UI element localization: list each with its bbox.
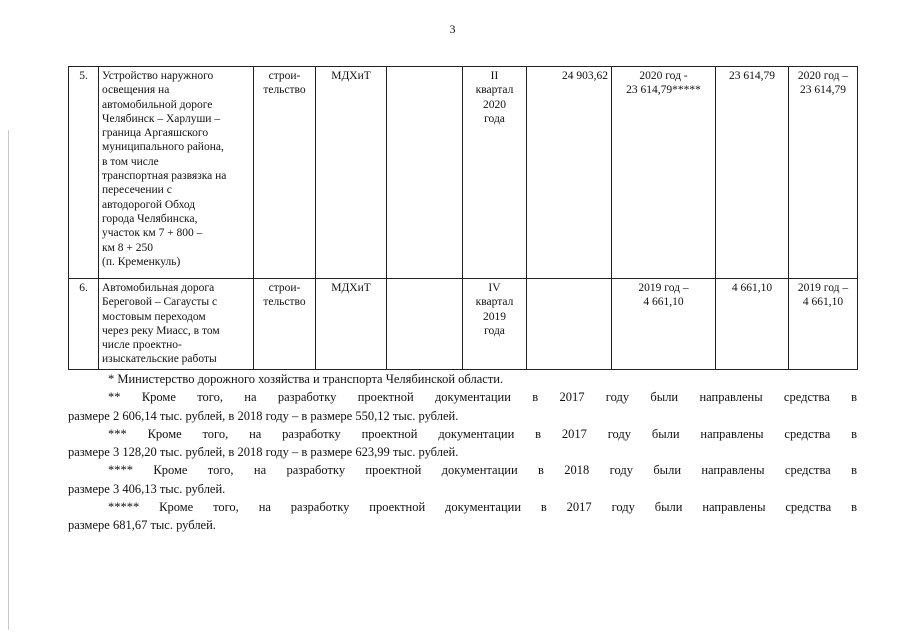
object-name-cell: [99, 279, 254, 370]
projects-table: [68, 66, 858, 370]
work-type-cell: [254, 279, 316, 370]
footnote-2-line-2: размере 2 606,14 тыс. рублей, в 2018 году – в размере 550,12 тыс. рублей.: [68, 408, 459, 423]
estimated-cost-cell: 24 903,62: [527, 67, 612, 279]
work-type-line: тельство: [263, 296, 306, 309]
work-type-line: строи-: [268, 282, 301, 294]
deadline-line: квартал: [475, 84, 514, 97]
object-name-line: автодорогой Обход: [102, 198, 196, 211]
object-name-line: освещения на: [102, 84, 170, 97]
object-name-line: Челябинск – Харлуши –: [102, 112, 221, 125]
footnote-5-line-2: размере 681,67 тыс. рублей.: [68, 518, 216, 533]
object-name-line: автомобильной дороге: [102, 98, 213, 111]
table-row: [69, 279, 858, 370]
object-name-line: города Челябинска,: [102, 212, 198, 225]
funding-line: 4 661,10: [802, 296, 844, 309]
row-number-cell: 6.: [69, 279, 99, 370]
footnote-4-line-2: размере 3 406,13 тыс. рублей.: [68, 481, 226, 496]
object-name-line: через реку Миасс, в том: [102, 324, 220, 337]
object-name-line: транспортная развязка на: [102, 170, 227, 183]
footnote-4-line-1: **** Кроме того, на разработку проектной документации в 2018 году были направлены средства в: [108, 463, 857, 478]
deadline-line: 2019: [483, 310, 506, 323]
object-name-line: граница Аргаяшского: [102, 127, 209, 140]
work-type-cell: [254, 67, 316, 279]
total-cell: 4 661,10: [716, 279, 789, 370]
object-name-line: (п. Кременкуль): [102, 255, 181, 268]
deadline-line: IV: [488, 282, 501, 294]
object-name-line: изыскательские работы: [102, 353, 217, 366]
deadline-line: года: [484, 324, 505, 337]
deadline-line: года: [484, 112, 505, 125]
footnote-3-line-1: *** Кроме того, на разработку проектной документации в 2017 году были направлены средства в: [108, 426, 857, 441]
footnotes: [68, 370, 857, 535]
funding-cell: [789, 279, 858, 370]
footnote-1: * Министерство дорожного хозяйства и транспорта Челябинской области.: [108, 372, 504, 386]
object-name-line: муниципального района,: [102, 141, 224, 154]
estimated-cost-cell: [527, 279, 612, 370]
funding-line: 23 614,79: [800, 84, 846, 97]
object-name-line: в том числе: [102, 155, 159, 168]
object-name-line: Автомобильная дорога: [102, 282, 215, 294]
agency-cell: МДХиТ: [316, 67, 387, 279]
financing-cell: [612, 279, 716, 370]
agency-cell: МДХиТ: [316, 279, 387, 370]
work-type-line: строи-: [268, 70, 301, 82]
object-name-line: мостовым переходом: [102, 310, 206, 323]
page-number: 3: [449, 22, 456, 36]
financing-line: 2020 год -: [639, 70, 688, 82]
object-name-line: км 8 + 250: [102, 241, 153, 254]
row-number-cell: 5.: [69, 67, 99, 279]
work-type-line: тельство: [263, 84, 306, 97]
deadline-cell: [463, 67, 527, 279]
object-name-line: пересечении с: [102, 184, 172, 197]
financing-cell: [612, 67, 716, 279]
object-name-line: числе проектно-: [102, 339, 182, 352]
financing-line: 2019 год –: [638, 282, 689, 294]
object-name-line: участок км 7 + 800 –: [102, 227, 203, 240]
object-name-line: Береговой – Сагаусты с: [102, 296, 218, 309]
object-name-line: Устройство наружного: [102, 70, 214, 82]
empty-cell: [387, 279, 463, 370]
empty-cell: [387, 67, 463, 279]
funding-cell: [789, 67, 858, 279]
footnote-3-line-2: размере 3 128,20 тыс. рублей, в 2018 году – в размере 623,99 тыс. рублей.: [68, 445, 459, 460]
margin-line: [8, 130, 9, 630]
financing-line: 4 661,10: [643, 296, 684, 309]
object-name-cell: [99, 67, 254, 279]
funding-line: 2019 год –: [797, 282, 849, 294]
footnote-2-line-1: ** Кроме того, на разработку проектной документации в 2017 году были направлены средства в: [108, 390, 857, 405]
deadline-cell: [463, 279, 527, 370]
total-cell: 23 614,79: [716, 67, 789, 279]
deadline-line: 2020: [483, 98, 506, 111]
deadline-line: II: [490, 70, 499, 82]
financing-line: 23 614,79*****: [626, 84, 701, 97]
deadline-line: квартал: [475, 296, 514, 309]
funding-line: 2020 год –: [797, 70, 849, 82]
table-row: [69, 67, 858, 279]
footnote-5-line-1: ***** Кроме того, на разработку проектной документации в 2017 году были направлены средства в: [108, 500, 857, 515]
